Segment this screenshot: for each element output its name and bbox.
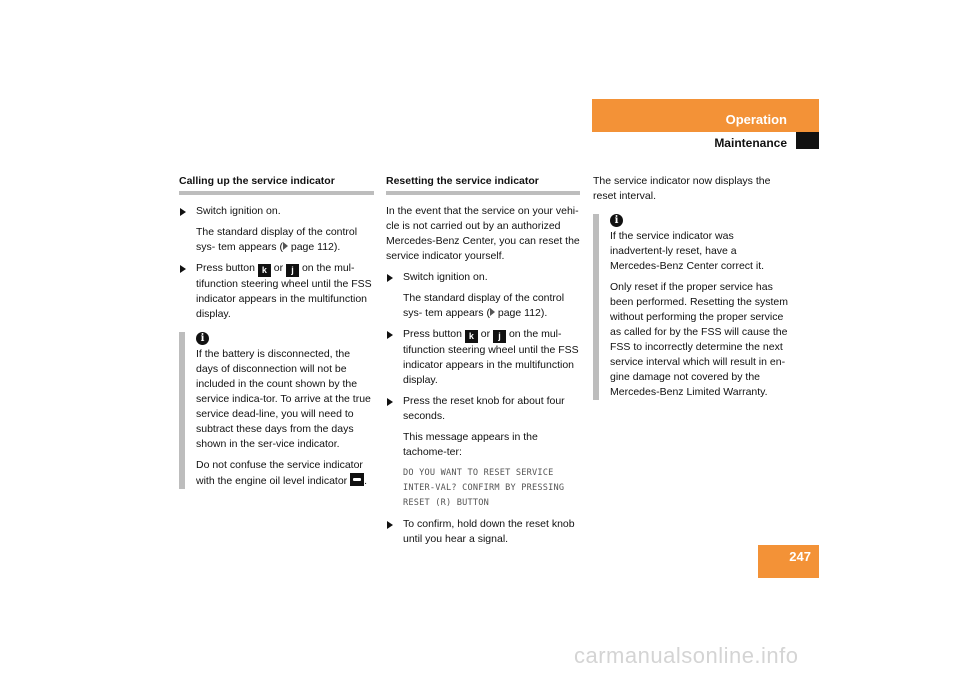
tachometer-message: DO YOU WANT TO RESET SERVICE INTER-VAL? CONFIRM BY PRESSING RESET (R) BUTTON — [403, 468, 565, 508]
bullet-arrow-icon — [387, 398, 393, 406]
column-result — [593, 174, 789, 406]
info-note: i If the service indicator was inadvertent-ly reset, have a Mercedes-Benz Center correct it. Only reset if the proper service has been performed. Resetting the system without performing the proper service as called for by the FSS will cause the FSS to incorrectly determine the next service interval which will result in en-gine damage not covered by the Mercedes-Benz Limited Warranty. — [593, 214, 789, 400]
heading-calling-up: Calling up the service indicator — [179, 174, 374, 195]
page-number: 247 — [789, 549, 811, 564]
column-resetting — [386, 174, 580, 553]
info-icon: i — [610, 214, 623, 227]
section-title: Operation — [725, 112, 787, 127]
page-reference-icon — [283, 242, 288, 250]
bullet-arrow-icon — [180, 265, 186, 273]
step-switch-ignition: Switch ignition on. — [179, 204, 374, 219]
engine-oil-level-icon — [350, 473, 364, 486]
step-press-button: Press button k or j on the mul-tifunction steering wheel until the FSS indicator appears in the multifunction display. — [179, 261, 374, 322]
step-substep: The standard display of the control sys- tem appears ( page 112). — [196, 226, 358, 253]
bullet-arrow-icon — [387, 331, 393, 339]
reset-intro: In the event that the service on your vehi-cle is not carried out by an authorized Mercedes-Benz Center, you can reset the service indicator yourself. — [386, 205, 580, 262]
down-button-icon: j — [493, 330, 506, 343]
page-reference-icon — [490, 308, 495, 316]
info-icon: i — [196, 332, 209, 345]
note-sidebar — [179, 332, 185, 489]
bullet-arrow-icon — [180, 208, 186, 216]
bullet-arrow-icon — [387, 521, 393, 529]
step-substep: This message appears in the tachome-ter: DO YOU WANT TO RESET SERVICE INTER-VAL? CONFIRM BY PRESSING RESET (R) BUTTON — [386, 430, 580, 511]
page-reference-link[interactable]: page 112). — [290, 241, 341, 253]
page-number-box — [758, 545, 819, 578]
down-button-icon: j — [286, 264, 299, 277]
result-intro: The service indicator now displays the reset interval. — [593, 175, 771, 202]
step-substep: The standard display of the control sys- tem appears ( page 112). — [403, 292, 565, 319]
heading-resetting: Resetting the service indicator — [386, 174, 580, 195]
up-button-icon: k — [465, 330, 478, 343]
step-confirm: To confirm, hold down the reset knob until you hear a signal. — [386, 517, 580, 547]
page-reference-link[interactable]: page 112). — [497, 307, 548, 319]
header-tab-marker — [796, 132, 819, 149]
subsection-title: Maintenance — [714, 136, 787, 150]
bullet-arrow-icon — [387, 274, 393, 282]
step-press-reset-knob: Press the reset knob for about four seconds. — [386, 394, 580, 424]
note-sidebar — [593, 214, 599, 400]
up-button-icon: k — [258, 264, 271, 277]
watermark-text: carmanualsonline.info — [574, 643, 799, 668]
step-switch-ignition: Switch ignition on. — [386, 270, 580, 285]
column-calling-up — [179, 174, 374, 495]
step-press-button: Press button k or j on the mul-tifunction steering wheel until the FSS indicator appears in the multifunction display. — [386, 327, 580, 388]
info-note: i If the battery is disconnected, the days of disconnection will not be included in the count shown by the service indica-tor. To arrive at the true service dead-line, you will need to subtract these days from the days shown in the ser-vice indicator. Do not confuse the service indicator with the engine oil level indicator . — [179, 332, 374, 489]
